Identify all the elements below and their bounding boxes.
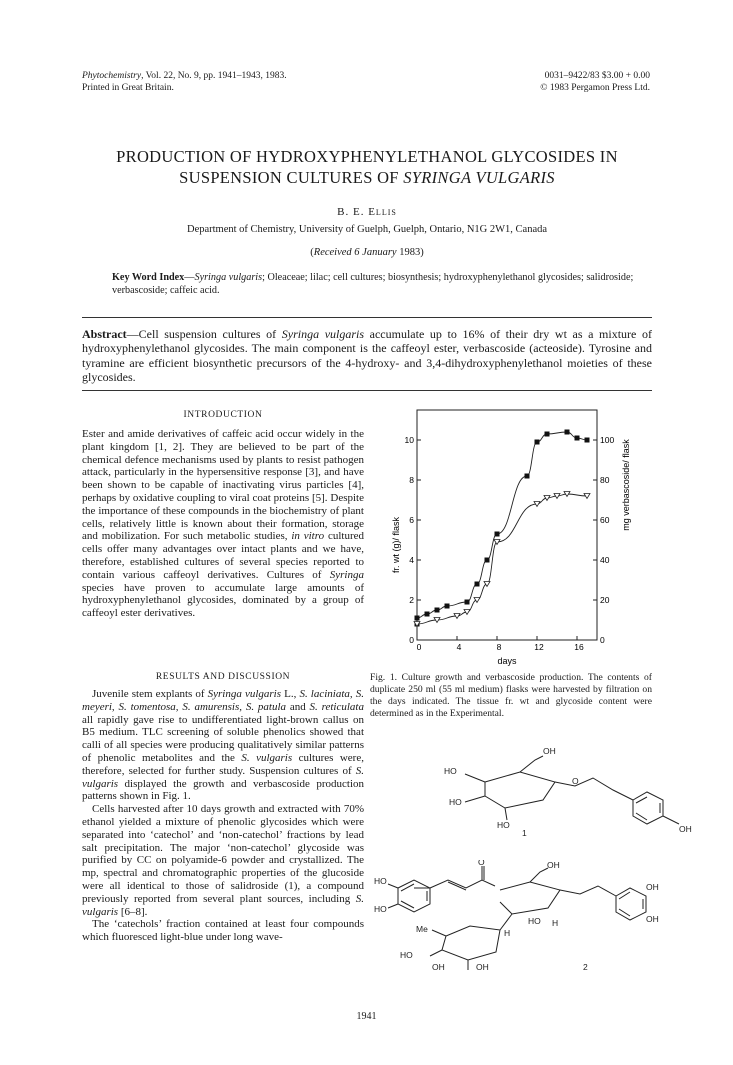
phenol-ring [633, 792, 663, 824]
abstract-text-2: accumulate up to 16% of their dry wt as a mixture of hydroxyphenylethanol glycosides. The main component is the caffeoyl ester, verbascoside (acteoside). Tyrosine and tyramine are efficient biosynthetic precursors of the 4-hydroxy- and 3,4-dihydroxyphenylethanol moieties of these glycosides. [82, 327, 652, 385]
figure-1 [385, 408, 645, 673]
chart-marks [414, 430, 590, 627]
received-text: Received 6 January [313, 247, 397, 258]
y-left-tick-label: 0 [409, 635, 414, 645]
printed-line: Printed in Great Britain. [82, 83, 174, 93]
x-tick-label: 16 [574, 642, 584, 652]
author-name: B. E. Ellis [337, 206, 397, 218]
results-paragraph-1 [82, 688, 364, 803]
page-number: 1941 [356, 1011, 377, 1022]
y-right-tick-label: 80 [600, 475, 610, 485]
res-1-sv: Syringa vulgaris [207, 688, 282, 700]
y-right-tick-label: 20 [600, 595, 610, 605]
square-marker [485, 558, 490, 563]
structure-2-label: 2 [583, 962, 588, 972]
running-header-left [82, 70, 287, 94]
keyword-species: Syringa vulgaris [194, 272, 263, 283]
y-left-tick-label: 8 [409, 475, 414, 485]
affiliation: Department of Chemistry, University of Guelph, Guelph, Ontario, N1G 2W1, Canada [186, 224, 548, 235]
abstract [82, 327, 652, 385]
introduction-heading: INTRODUCTION [183, 410, 263, 420]
y-left-tick-label: 6 [409, 515, 414, 525]
figure-caption: Fig. 1. Culture growth and verbascoside production. The contents of duplicate 250 ml (55 ml medium) flasks were harvested by filtration on the days indicated. The tissue fr. wt and glycoside content were determined as in the Experimental. [370, 672, 652, 719]
keyword-dash: — [184, 272, 195, 283]
results-paragraph-3: The ‘catechols’ fraction contained at least four compounds which fluoresced light-blue under long wave- [82, 918, 364, 944]
structure-1-label: 1 [522, 828, 527, 838]
square-marker [465, 600, 470, 605]
res-1d: all rapidly gave rise to undifferentiated light-brown callus on B5 medium. TLC screening of soluble phenolics showed that calli of all species were producing qualitatively similar patterns of phenolic metabolites and the [82, 713, 364, 764]
y-right-tick-label: 0 [600, 635, 605, 645]
ch2oh-bond-2 [530, 868, 548, 882]
s2-oh-rha-1: OH [432, 962, 445, 972]
results-body [82, 688, 364, 944]
rhamnose-ring [442, 914, 512, 960]
square-marker [435, 608, 440, 613]
res-2a: Cells harvested after 10 days growth and extracted with 70% ethanol yielded a mixture of phenolic glycosides which were separated into ‘catechol’ and ‘non-catechol’ fractions by lead salt precipitation. The major ‘non-catechol’ glycoside was purified by CC on polyamide-6 powder and crystallized. The mp, spectral and chromatographic properties of the glucoside were all identical to those of salidroside (1), a compound previously reported from several plant sources, including [82, 803, 364, 905]
square-marker [495, 532, 500, 537]
para-oh-bond [663, 816, 679, 824]
square-marker [545, 432, 550, 437]
s1-phenol-oh: OH [679, 824, 692, 834]
triangle-marker [474, 598, 480, 603]
intro-text-c: species have proven to accumulate large amounts of hydroxyphenylethanol glycosides, dominated by a group of caffeoyl ester derivatives. [82, 581, 364, 620]
journal-name: Phytochemistry [82, 71, 142, 81]
s1-ho-1: HO [444, 766, 457, 776]
square-marker [425, 612, 430, 617]
propenoyl-chain [430, 880, 495, 888]
glucose-ring-2 [500, 882, 560, 914]
s2-catechol-oh-2: OH [646, 914, 659, 924]
s2-me: Me [416, 924, 428, 934]
y-right-tick-label: 100 [600, 435, 615, 445]
intro-syringa: Syringa [329, 568, 364, 581]
res-1-svu2: S. vulgaris [82, 764, 364, 790]
res-1a: Juvenile stem explants of [92, 688, 208, 700]
received-close: 1983) [396, 247, 424, 258]
res-2-sv: S. vulgaris [82, 892, 364, 918]
s2-oh-ch2: OH [547, 860, 560, 870]
res-1f: displayed the growth and verbascoside production patterns shown in Fig. 1. [82, 777, 364, 803]
catechol-ring [616, 888, 646, 920]
running-header-right [540, 70, 650, 94]
glucose-ring [485, 772, 555, 808]
plot-frame [417, 410, 597, 640]
title-species: SYRINGA VULGARIS [403, 168, 555, 187]
res-1c: and [286, 700, 310, 713]
phenol-double-bonds [636, 797, 660, 820]
structure-1-salidroside [425, 742, 725, 842]
abstract-species: Syringa vulgaris [281, 327, 365, 341]
caffeoyl-ring [398, 880, 430, 912]
phenol-oh-bonds [388, 884, 430, 908]
introduction-body [82, 428, 364, 620]
structure-2-verbascoside [370, 860, 670, 975]
ethyl-linker [555, 778, 633, 800]
results-heading: RESULTS AND DISCUSSION [155, 672, 291, 682]
x-tick-label: 4 [456, 642, 462, 652]
keyword-rest: ; Oleaceae; lilac; cell cultures; biosynthesis; hydroxyphenylethanol glycosides; salidroside; verbascoside; caffeic acid. [112, 272, 634, 296]
paper-title [82, 146, 652, 188]
s2-ho-2: HO [374, 904, 387, 914]
series-0-line [417, 432, 587, 624]
y-right-tick-label: 40 [600, 555, 610, 565]
s1-o-link: O [572, 776, 579, 786]
y-left-tick-label: 2 [409, 595, 414, 605]
issn-code: 0031–9422/83 $3.00 + 0.00 [544, 71, 650, 81]
carbonyl-bond [482, 866, 484, 880]
s1-ho-2: HO [449, 797, 462, 807]
y-axis-label-left: fr. wt (g)/ flask [391, 516, 401, 574]
s1-oh-ch2: OH [543, 746, 556, 756]
results-paragraph-2 [82, 803, 364, 918]
introduction-paragraph [82, 428, 364, 620]
ch2oh-bond [520, 756, 543, 772]
square-marker [415, 616, 420, 621]
s2-h: H [552, 918, 559, 928]
s2-h-rha: H [504, 928, 511, 938]
growth-chart [385, 408, 645, 668]
ethyl-linker-2 [560, 886, 616, 896]
x-tick-label: 0 [416, 642, 422, 652]
s2-ho-1: HO [374, 876, 387, 886]
res-1-sl: S. laciniata, S. meyeri, S. tomentosa, S. amurensis, S. patula [82, 688, 364, 713]
abstract-text-1: —Cell suspension cultures of [126, 327, 282, 341]
rule-top [82, 317, 652, 318]
received-open: ( [310, 247, 314, 258]
square-marker [525, 474, 530, 479]
y-left-tick-label: 4 [409, 555, 414, 565]
rule-bottom [82, 390, 652, 391]
y-axis-label-right: mg verbascoside/ flask [621, 439, 631, 531]
intro-text-a: Ester and amide derivatives of caffeic acid occur widely in the plant kingdom [1, 2]. They are believed to be part of the chemical defence mechanisms used by plants to resist pathogen attack, particularly in the hypersensitive response [3], and have been shown to be capable of inactivating virus particles [4], perhaps by oxidative coupling to viral coat proteins [5]. Despite the importance of these compounds in the biochemistry of plant cells, relatively little is known about their formation, storage and mobilization. For such metabolic studies, [82, 428, 364, 543]
res-1b: L., [281, 688, 300, 700]
alkene-double-bond [448, 882, 466, 890]
intro-in-vitro: in vitro [291, 530, 325, 543]
square-marker [585, 438, 590, 443]
keyword-index [112, 271, 652, 297]
square-marker [565, 430, 570, 435]
x-axis-label: days [497, 656, 517, 666]
res-1-svu: S. vulgaris [241, 751, 293, 764]
catechol-double-bonds [619, 892, 643, 916]
abstract-label: Abstract [82, 327, 127, 341]
s2-ho-glc: HO [528, 916, 541, 926]
keyword-label: Key Word Index [112, 272, 185, 283]
s2-oh-rha-2: OH [476, 962, 489, 972]
res-2b: [6–8]. [118, 905, 148, 918]
y-right-tick-label: 60 [600, 515, 610, 525]
square-marker [445, 604, 450, 609]
res-1-sr: S. reticulata [309, 700, 364, 713]
s1-ho-3: HO [497, 820, 510, 830]
intro-text-b: cultured cells offer many advantages over intact plants and we have, therefore, established cultures of several species reported to contain various caffeoyl derivatives. Cultures of [82, 530, 364, 581]
received-date [82, 247, 652, 258]
y-left-tick-label: 10 [404, 435, 414, 445]
square-marker [475, 582, 480, 587]
copyright-line: © 1983 Pergamon Press Ltd. [540, 83, 650, 93]
res-1e: cultures were, therefore, selected for further study. Suspension cultures of [82, 751, 364, 777]
square-marker [575, 436, 580, 441]
x-tick-label: 8 [496, 642, 502, 652]
square-marker [535, 440, 540, 445]
journal-citation: , Vol. 22, No. 9, pp. 1941–1943, 1983. [141, 71, 287, 81]
title-line-2-prefix: SUSPENSION CULTURES OF [179, 168, 404, 187]
s2-carbonyl-o: O [478, 860, 485, 867]
series-1-line [417, 494, 587, 624]
s2-ho-rha: HO [400, 950, 413, 960]
x-tick-label: 12 [534, 642, 544, 652]
title-line-1: PRODUCTION OF HYDROXYPHENYLETHANOL GLYCOSIDES IN [116, 147, 618, 166]
s2-catechol-oh-1: OH [646, 882, 659, 892]
